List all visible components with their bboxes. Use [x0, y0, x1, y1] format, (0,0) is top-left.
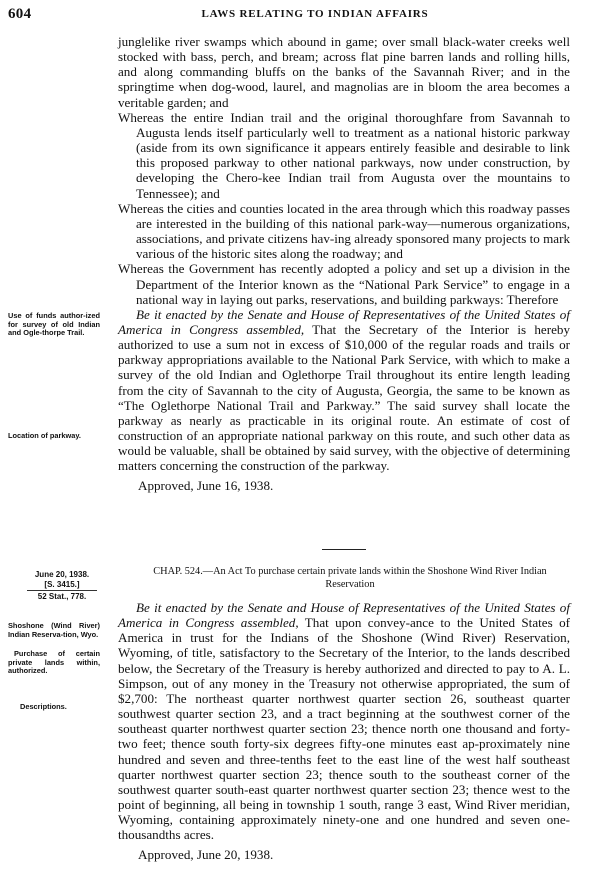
approved-line-2: Approved, June 20, 1938. — [138, 846, 274, 862]
enacting-formula-1: Be it enacted by the Senate and House of Representatives of the United States of America in Congress assembled, — [118, 306, 570, 337]
whereas-government: Whereas the Government has recently adopted a policy and set up a division in the Department of the Interior known as the “National Park Service” to engage in a national way in laying out parks, reservations, and building parkways: Therefore — [118, 261, 570, 307]
running-title: LAWS RELATING TO INDIAN AFFAIRS — [201, 8, 429, 20]
margin-date-block — [14, 570, 110, 602]
margin-note-location: Location of parkway. — [8, 431, 81, 440]
act-1-text — [118, 34, 570, 493]
enacting-clause-2 — [118, 600, 570, 843]
margin-statute: 52 Stat., 778. — [37, 592, 87, 601]
approved-line-1: Approved, June 16, 1938. — [138, 477, 274, 493]
margin-bill-number: [S. 3415.] — [44, 579, 80, 589]
whereas-trail: Whereas the entire Indian trail and the original thoroughfare from Savannah to Augusta lends itself particularly well to treatment as a national historic parkway (aside from its own significance it appears entirely feasible and desirable to link this proposed parkway to other national parkways, now under construction, by developing the Chero-kee Indian trail from Augusta over the mountains to Tennessee); and — [118, 109, 570, 201]
paragraph-1: junglelike river swamps which abound in game; over small black-water creeks well stocked with bass, perch, and bream; across flat pine barren lands and rolling hills, and along commanding bluffs on the banks of the Savannah River; and in the springtime when dog-wood, laurel, and magnolias are in bloom the area becomes a veritable garden; and — [118, 34, 570, 110]
margin-note-purchase: Purchase of certain private lands within, authorized. — [8, 649, 100, 675]
enacting-text-2: That upon convey-ance to the United States of America in trust for the Indians of the Shoshone (Wind River) Reservation, Wyoming, of title, satisfactory to the Secretary of the Interior, to the lands described below, the Secretary of the Treasury is hereby authorized and directed to pay to A. L. Simpson, out of any money in the Treasury not otherwise appropriated, the sum of $2,700: The northeast quarter northwest quarter section 26, southeast quarter southwest quarter section 23, and a tract beginning at the southwest corner of the southeast quarter northwest quarter section 23; thence north one thousand and forty-two feet; thence south forty-six degrees fifty-one minutes east ap-proximately nine hundred and seven and three-tenths feet to the east line of the west half southeast quarter northwest quarter section 23; thence south to the southeast corner of the southwest quarter south-east quarter northwest quarter section 23; thence west to the point of beginning, all being in township 1 south, range 3 east, Wind River meridian, Wyoming, containing approximately ninety-one and one hundred and seven one-thousandths acres. — [118, 615, 570, 843]
margin-date: June 20, 1938. — [34, 570, 90, 579]
margin-rule — [27, 590, 97, 591]
section-divider — [322, 549, 366, 550]
margin-note-funds: Use of funds author-ized for survey of old Indian and Ogle-thorpe Trail. — [8, 311, 100, 337]
margin-note-shoshone: Shoshone (Wind River) Indian Reserva-tion, Wyo. — [8, 621, 100, 639]
whereas-cities: Whereas the cities and counties located in the area through which this roadway passes are interested in the building of this national park-way—numerous organizations, associations, and private citizens hav-ing already sponsored many projects to mark various of the historic sites along the roadway; and — [118, 200, 570, 262]
page-number: 604 — [8, 6, 32, 22]
act-2-text — [118, 600, 570, 862]
enacting-text-1: That the Secretary of the Interior is hereby authorized to use a sum not in excess of $10,000 of the regular roads and trails or parkway appropriations available to the National Park Service, with which to make a survey of the old Indian and Oglethorpe Trail throughout its entire length leading from the city of Savannah to the city of Augusta, Georgia, the same to be known as “The Oglethorpe National Trail and Parkway.” The said survey shall locate the parkway as nearly as practicable in its original route. An estimate of cost of construction of an appropriate national parkway on this route, and such other data as would be valuable, shall be obtained by said survey, with the objective of determining matters concerning the construction of the parkway. — [118, 321, 570, 474]
enacting-clause-1 — [118, 307, 570, 474]
margin-note-descriptions: Descriptions. — [20, 702, 67, 711]
chapter-heading: CHAP. 524.—An Act To purchase certain private lands within the Shoshone Wind River Indian Reservation — [153, 566, 547, 590]
enacting-formula-2: Be it enacted by the Senate and House of Representatives of the United States of America in Congress assembled, — [118, 600, 570, 631]
